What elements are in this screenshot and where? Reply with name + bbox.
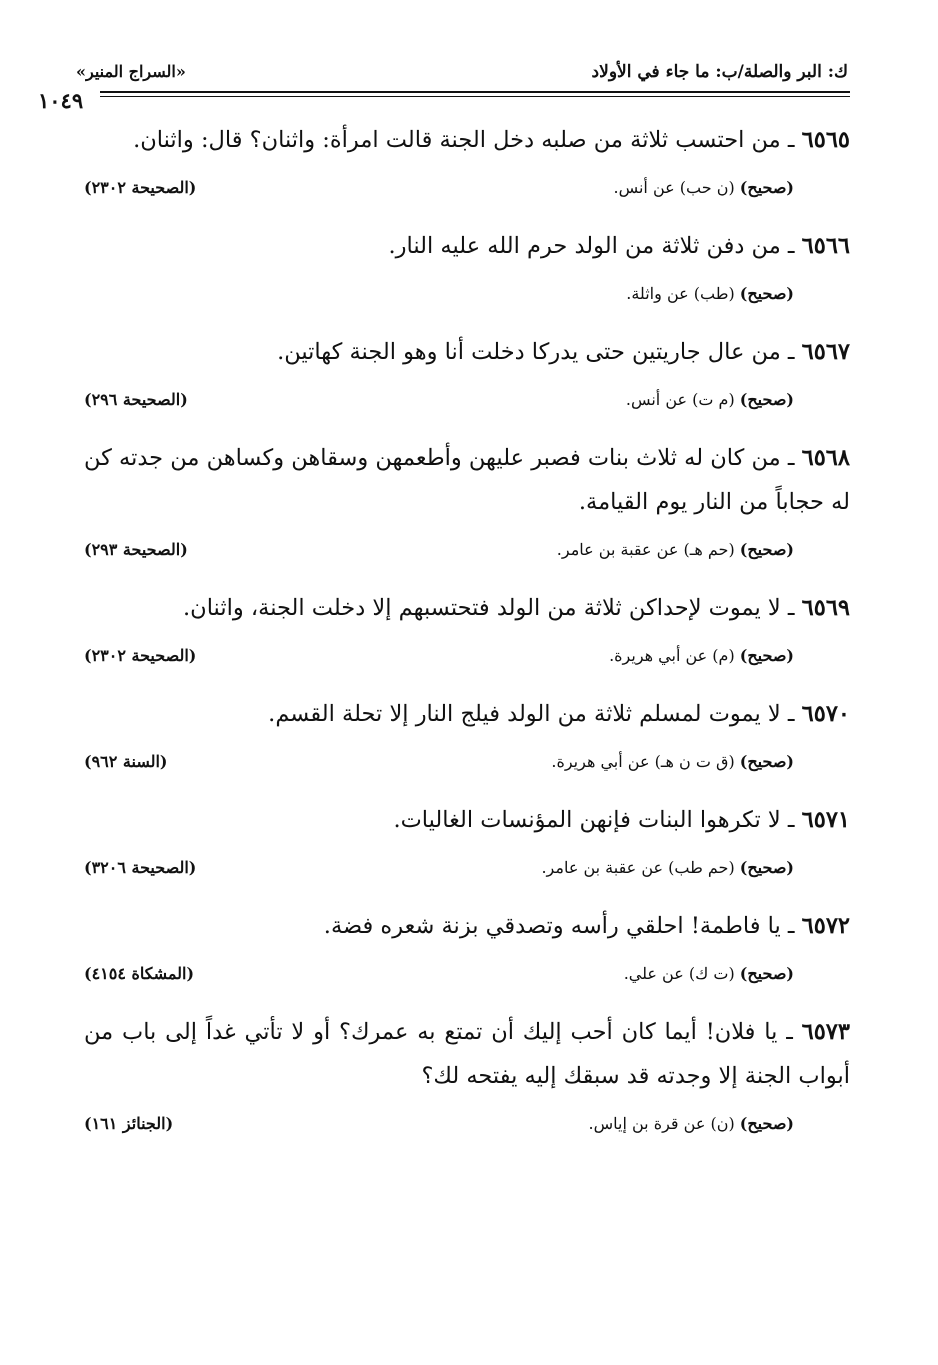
source: (طب) عن واثلة. — [626, 284, 735, 303]
hadith-number: ٦٥٧٠ — [801, 701, 850, 727]
hadith-text-block: ٦٥٧٢ ـ يا فاطمة! احلقي رأسه وتصدقي بزنة شعره فضة. — [323, 913, 850, 939]
hadith-entry — [84, 904, 850, 990]
source-line — [84, 960, 850, 990]
hadith-text: لا يموت لمسلم ثلاثة من الولد فيلج النار إلا تحلة القسم. — [268, 701, 781, 727]
grade: (صحيح) — [739, 540, 794, 559]
source: (ن) عن قرة بن إياس. — [588, 1114, 735, 1133]
grade: (صحيح) — [739, 646, 794, 665]
reference: (الصحيحة ٢٣٠٢) — [84, 178, 197, 197]
grade: (صحيح) — [739, 964, 794, 983]
source-line — [84, 536, 850, 566]
header-rule — [100, 91, 850, 93]
hadith-text: من احتسب ثلاثة من صلبه دخل الجنة قالت امرأة: واثنان؟ قال: واثنان. — [133, 127, 781, 153]
grade: (صحيح) — [739, 390, 794, 409]
source: (ن حب) عن أنس. — [613, 178, 735, 197]
source-line — [84, 174, 850, 204]
hadith-number: ٦٥٧١ — [801, 807, 850, 833]
source-line — [84, 386, 850, 416]
book-title: «السراج المنير» — [76, 62, 186, 81]
hadith-entry — [84, 224, 850, 310]
hadith-text-block: ٦٥٧٣ ـ يا فلان! أيما كان أحب إليك أن تمتع به عمرك؟ أو لا تأتي غداً إلى باب من أبواب الجنة إلا وجدته قد سبقك إليه يفتحه لك؟ — [84, 1019, 850, 1089]
hadith-text-block: ٦٥٦٥ ـ من احتسب ثلاثة من صلبه دخل الجنة قالت امرأة: واثنان؟ قال: واثنان. — [133, 127, 850, 153]
hadith-text: من عال جاريتين حتى يدركا دخلت أنا وهو الجنة كهاتين. — [277, 339, 781, 365]
source-line — [84, 854, 850, 884]
source: (حم هـ) عن عقبة بن عامر. — [556, 540, 735, 559]
running-header — [36, 62, 848, 86]
source-line — [84, 280, 850, 310]
source: (م) عن أبي هريرة. — [609, 646, 735, 665]
reference: (الصحيحة ٣٢٠٦) — [84, 858, 197, 877]
reference: (الصحيحة ٢٣٠٢) — [84, 646, 197, 665]
page-number: ١٠٤٩ — [38, 88, 84, 113]
reference: (المشكاة ٤١٥٤) — [84, 964, 195, 983]
hadith-text: لا يموت لإحداكن ثلاثة من الولد فتحتسبهم إلا دخلت الجنة، واثنان. — [183, 595, 781, 621]
header-rule-thin — [100, 96, 850, 97]
grade: (صحيح) — [739, 284, 794, 303]
reference: (السنة ٩٦٢) — [84, 752, 168, 771]
source: (ق ت ن هـ) عن أبي هريرة. — [551, 752, 735, 771]
hadith-text-block: ٦٥٦٩ ـ لا يموت لإحداكن ثلاثة من الولد فتحتسبهم إلا دخلت الجنة، واثنان. — [183, 595, 850, 621]
hadith-list — [84, 118, 850, 1160]
reference: (الجنائز ١٦١) — [84, 1114, 174, 1133]
hadith-text: يا فلان! أيما كان أحب إليك أن تمتع به عمرك؟ أو لا تأتي غداً إلى باب من أبواب الجنة إلا وجدته قد سبقك إليه يفتحه لك؟ — [84, 1019, 850, 1089]
hadith-number: ٦٥٦٨ — [801, 445, 850, 471]
hadith-text: من دفن ثلاثة من الولد حرم الله عليه النار. — [388, 233, 781, 259]
hadith-entry — [84, 436, 850, 566]
hadith-text-block: ٦٥٦٨ ـ من كان له ثلاث بنات فصبر عليهن وأطعمهن وسقاهن وكساهن من جدته كن له حجاباً من النار يوم القيامة. — [84, 445, 850, 515]
hadith-entry — [84, 692, 850, 778]
hadith-number: ٦٥٧٣ — [801, 1019, 850, 1045]
source: (حم طب) عن عقبة بن عامر. — [541, 858, 735, 877]
hadith-text-block: ٦٥٦٦ ـ من دفن ثلاثة من الولد حرم الله عليه النار. — [388, 233, 850, 259]
hadith-text-block: ٦٥٧١ ـ لا تكرهوا البنات فإنهن المؤنسات الغاليات. — [393, 807, 850, 833]
hadith-entry — [84, 1010, 850, 1140]
hadith-entry — [84, 118, 850, 204]
chapter-title: ك: البر والصلة/ب: ما جاء في الأولاد — [591, 62, 848, 82]
source-line — [84, 1110, 850, 1140]
hadith-number: ٦٥٦٩ — [801, 595, 850, 621]
grade: (صحيح) — [739, 178, 794, 197]
hadith-number: ٦٥٧٢ — [801, 913, 850, 939]
source-line — [84, 642, 850, 672]
grade: (صحيح) — [739, 752, 794, 771]
hadith-text-block: ٦٥٦٧ ـ من عال جاريتين حتى يدركا دخلت أنا وهو الجنة كهاتين. — [277, 339, 850, 365]
source-line — [84, 748, 850, 778]
source: (م ت) عن أنس. — [625, 390, 735, 409]
hadith-text: من كان له ثلاث بنات فصبر عليهن وأطعمهن وسقاهن وكساهن من جدته كن له حجاباً من النار يوم القيامة. — [84, 445, 850, 515]
hadith-text: يا فاطمة! احلقي رأسه وتصدقي بزنة شعره فضة. — [323, 913, 781, 939]
hadith-text: لا تكرهوا البنات فإنهن المؤنسات الغاليات. — [393, 807, 781, 833]
grade: (صحيح) — [739, 858, 794, 877]
hadith-text-block: ٦٥٧٠ ـ لا يموت لمسلم ثلاثة من الولد فيلج النار إلا تحلة القسم. — [268, 701, 850, 727]
reference: (الصحيحة ٢٩٣) — [84, 540, 188, 559]
hadith-number: ٦٥٦٥ — [801, 127, 850, 153]
hadith-entry — [84, 586, 850, 672]
reference: (الصحيحة ٢٩٦) — [84, 390, 188, 409]
hadith-entry — [84, 330, 850, 416]
source: (ت ك) عن علي. — [623, 964, 735, 983]
grade: (صحيح) — [739, 1114, 794, 1133]
hadith-entry — [84, 798, 850, 884]
hadith-number: ٦٥٦٦ — [801, 233, 850, 259]
hadith-number: ٦٥٦٧ — [801, 339, 850, 365]
